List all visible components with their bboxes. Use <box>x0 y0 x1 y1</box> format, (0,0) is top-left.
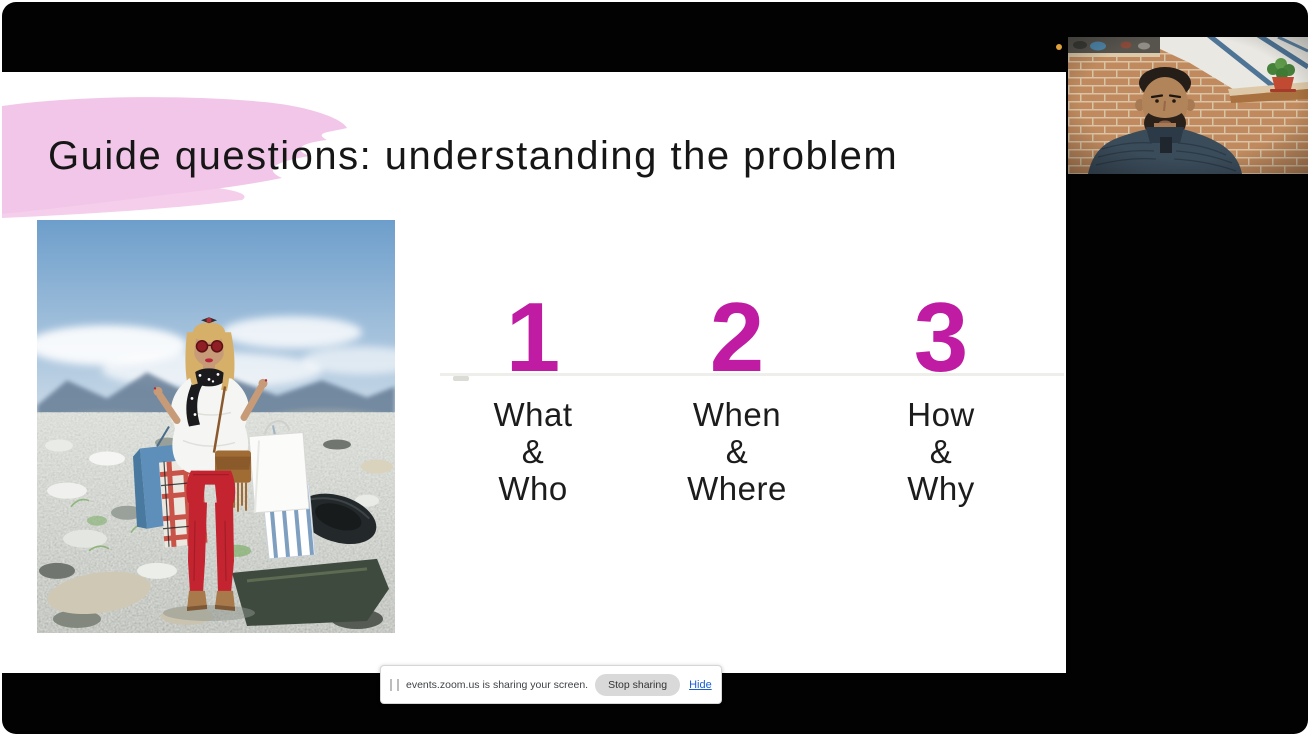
question-column-3 <box>831 282 1051 507</box>
share-message: events.zoom.us is sharing your screen. <box>406 678 589 691</box>
column-number: 3 <box>913 282 969 392</box>
presentation-slide <box>2 72 1066 673</box>
column-word: & <box>929 433 953 470</box>
browser-share-notification <box>380 665 722 704</box>
column-number: 2 <box>709 282 765 392</box>
drag-handle-icon[interactable] <box>390 679 399 691</box>
slide-photo-woman-landfill <box>37 220 395 633</box>
slide-title: Guide questions: understanding the problem <box>48 134 899 178</box>
column-word: & <box>521 433 545 470</box>
question-column-2 <box>627 282 847 507</box>
question-column-1 <box>423 282 643 507</box>
column-word: & <box>725 433 749 470</box>
participant-video-frame <box>1068 37 1308 174</box>
column-word: How <box>907 396 975 433</box>
participant-video-tile[interactable] <box>1068 37 1308 174</box>
column-word: Who <box>498 470 568 507</box>
column-word: Where <box>687 470 787 507</box>
zoom-app-window <box>2 2 1308 734</box>
column-word: When <box>692 396 782 433</box>
column-number: 1 <box>505 282 561 392</box>
column-word: What <box>493 396 573 433</box>
column-word: Why <box>907 470 975 507</box>
stop-sharing-button[interactable]: Stop sharing <box>595 674 680 696</box>
hide-link[interactable]: Hide <box>689 678 712 691</box>
attention-dot-icon <box>1056 44 1062 50</box>
